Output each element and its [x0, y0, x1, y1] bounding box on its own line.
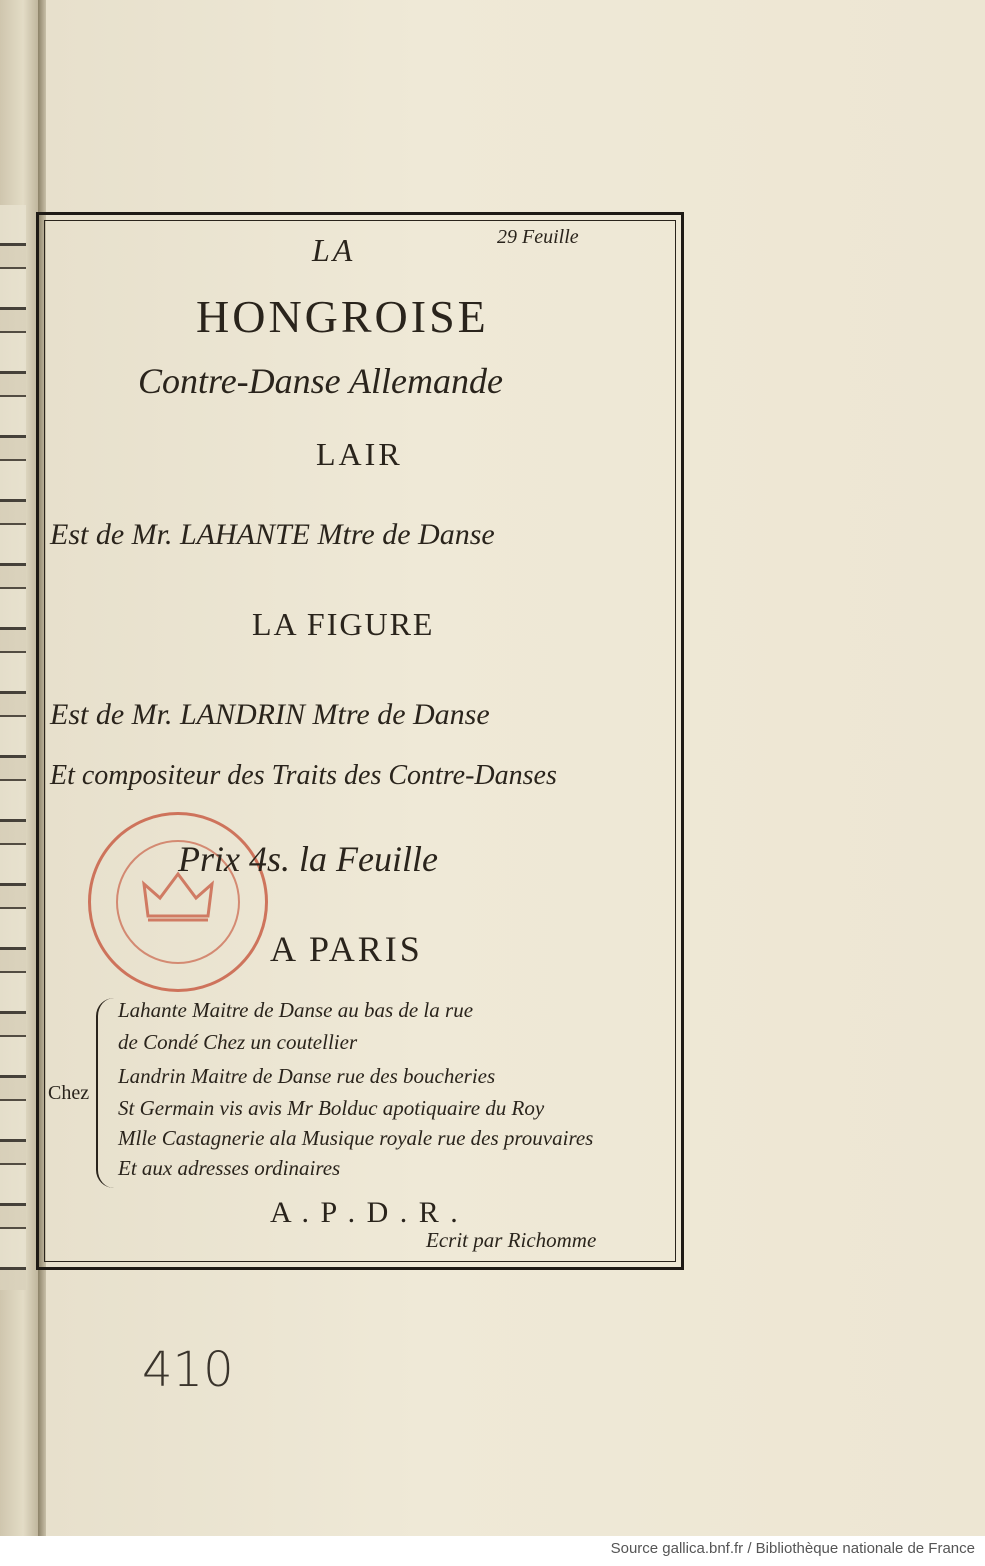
seller-address-line: St Germain vis avis Mr Bolduc apotiquaire du Roy: [118, 1096, 545, 1120]
seller-address-line: Mlle Castagnerie ala Musique royale rue des prouvaires: [118, 1126, 594, 1150]
figure-heading: LA FIGURE: [252, 606, 435, 642]
sheet-number: 29 Feuille: [497, 226, 579, 248]
air-heading: LAIR: [316, 436, 403, 472]
engraver-credit: Ecrit par Richomme: [426, 1228, 597, 1252]
sellers-chez: Chez: [48, 1082, 90, 1104]
sellers-brace: [96, 998, 120, 1188]
source-credit: Source gallica.bnf.fr / Bibliothèque nationale de France: [610, 1540, 975, 1557]
air-credit: Est de Mr. LAHANTE Mtre de Danse: [50, 518, 495, 551]
facing-page-music-fragment: [0, 205, 26, 1290]
figure-credit-composer: Et compositeur des Traits des Contre-Danses: [50, 760, 557, 791]
title-article: LA: [312, 232, 356, 268]
privilege-mark: A . P . D . R .: [270, 1196, 460, 1229]
seller-address-line: de Condé Chez un coutellier: [118, 1030, 358, 1054]
price: Prix 4s. la Feuille: [178, 839, 438, 879]
seller-address-line: Lahante Maitre de Danse au bas de la rue: [118, 998, 474, 1022]
figure-credit: Est de Mr. LANDRIN Mtre de Danse: [50, 698, 490, 731]
subtitle: Contre-Danse Allemande: [138, 361, 503, 401]
handwritten-shelfmark: 410: [142, 1342, 234, 1398]
seller-address-line: Landrin Maitre de Danse rue des boucheries: [118, 1064, 496, 1088]
place: A PARIS: [270, 929, 423, 969]
page-title: HONGROISE: [196, 291, 489, 342]
seller-address-line: Et aux adresses ordinaires: [118, 1156, 341, 1180]
